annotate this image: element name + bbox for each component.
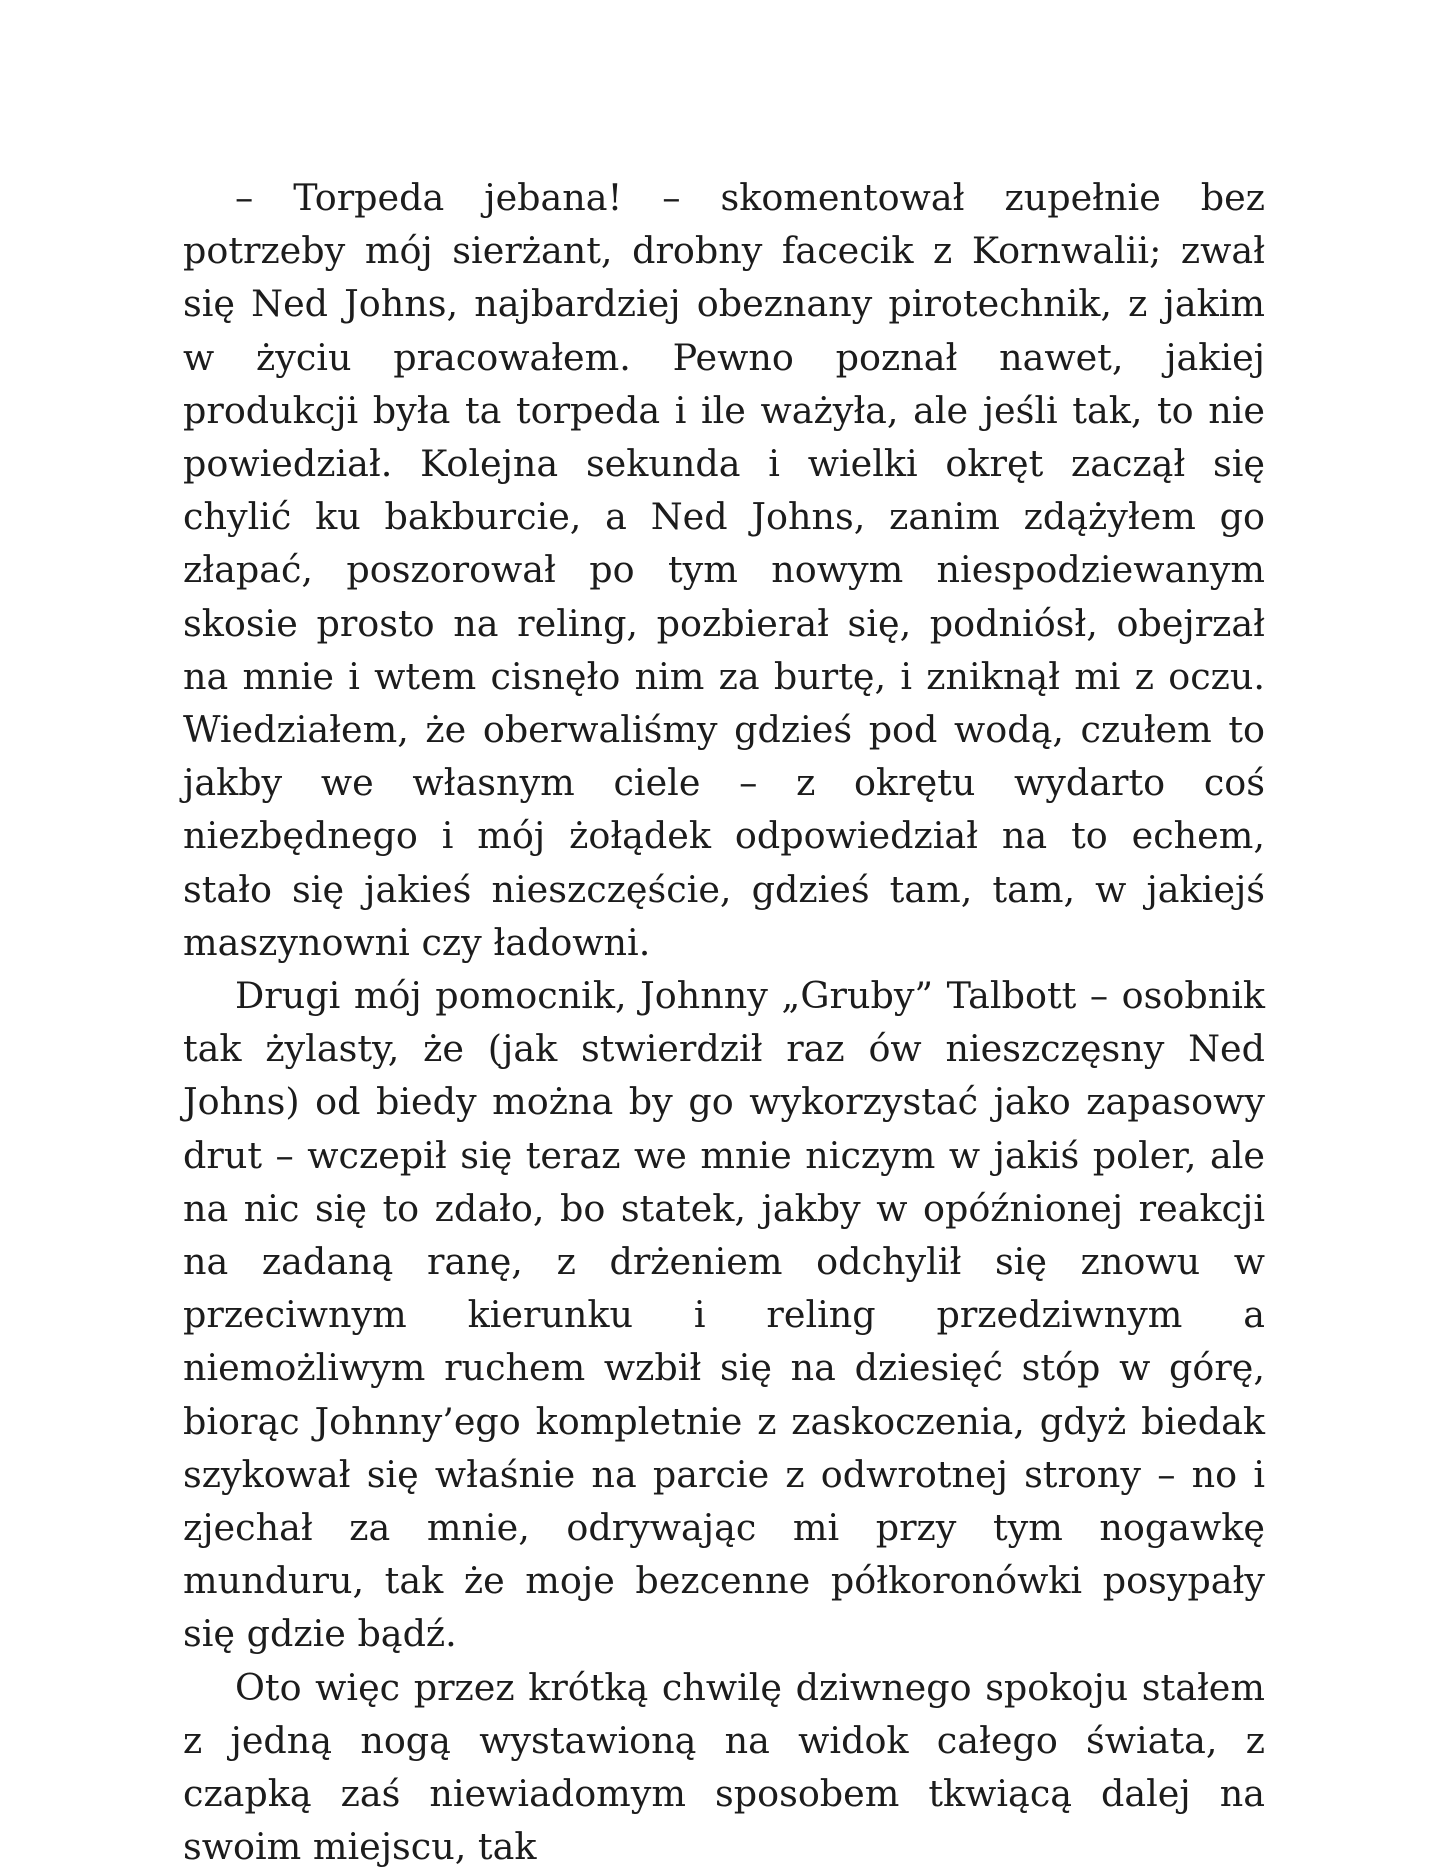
paragraph-1: – Torpeda jebana! – skomentował zupełnie bez potrzeby mój sierżant, drobny facecik z Kornwalii; zwał się Ned Johns, najbardziej obeznany pirotechnik, z jakim w życiu pracowałem. Pewno poznał nawet, jakiej produkcji była ta torpeda i ile ważyła, ale jeśli tak, to nie powiedział. Kolejna sekunda i wielki okręt zaczął się chylić ku bakburcie, a Ned Johns, zanim zdążyłem go złapać, poszorował po tym nowym niespodziewanym skosie prosto na reling, pozbierał się, podniósł, obejrzał na mnie i wtem cisnęło nim za burtę, i zniknął mi z oczu. Wiedziałem, że oberwaliśmy gdzieś pod wodą, czułem to jakby we własnym ciele – z okrętu wydarto coś niezbędnego i mój żołądek odpowiedział na to echem, stało się jakieś nieszczęście, gdzieś tam, tam, w jakiejś maszynowni czy ładowni. bbox=[183, 176, 1265, 964]
paragraph-3: Oto więc przez krótką chwilę dziwnego spokoju stałem z jedną nogą wystawioną na widok całego świata, z czapką zaś niewiadomym sposobem tkwiącą dalej na swoim miejscu, tak bbox=[183, 1665, 1265, 1869]
paragraph-2: Drugi mój pomocnik, Johnny „Gruby” Talbott – osobnik tak żylasty, że (jak stwierdził raz ów nieszczęsny Ned Johns) od biedy można by go wykorzystać jako zapasowy drut – wczepił się teraz we mnie niczym w jakiś poler, ale na nic się to zdało, bo statek, jakby w opóźnionej reakcji na zadaną ranę, z drżeniem odchylił się znowu w przeciwnym kierunku i reling przedziwnym a niemożliwym ruchem wzbił się na dziesięć stóp w górę, biorąc Johnny’ego kompletnie z zaskoczenia, gdyż biedak szykował się właśnie na parcie z odwrotnej strony – no i zjechał za mnie, odrywając mi przy tym nogawkę munduru, tak że moje bezcenne półkoronówki posypały się gdzie bądź. bbox=[183, 974, 1265, 1656]
body-text bbox=[183, 171, 1265, 1874]
